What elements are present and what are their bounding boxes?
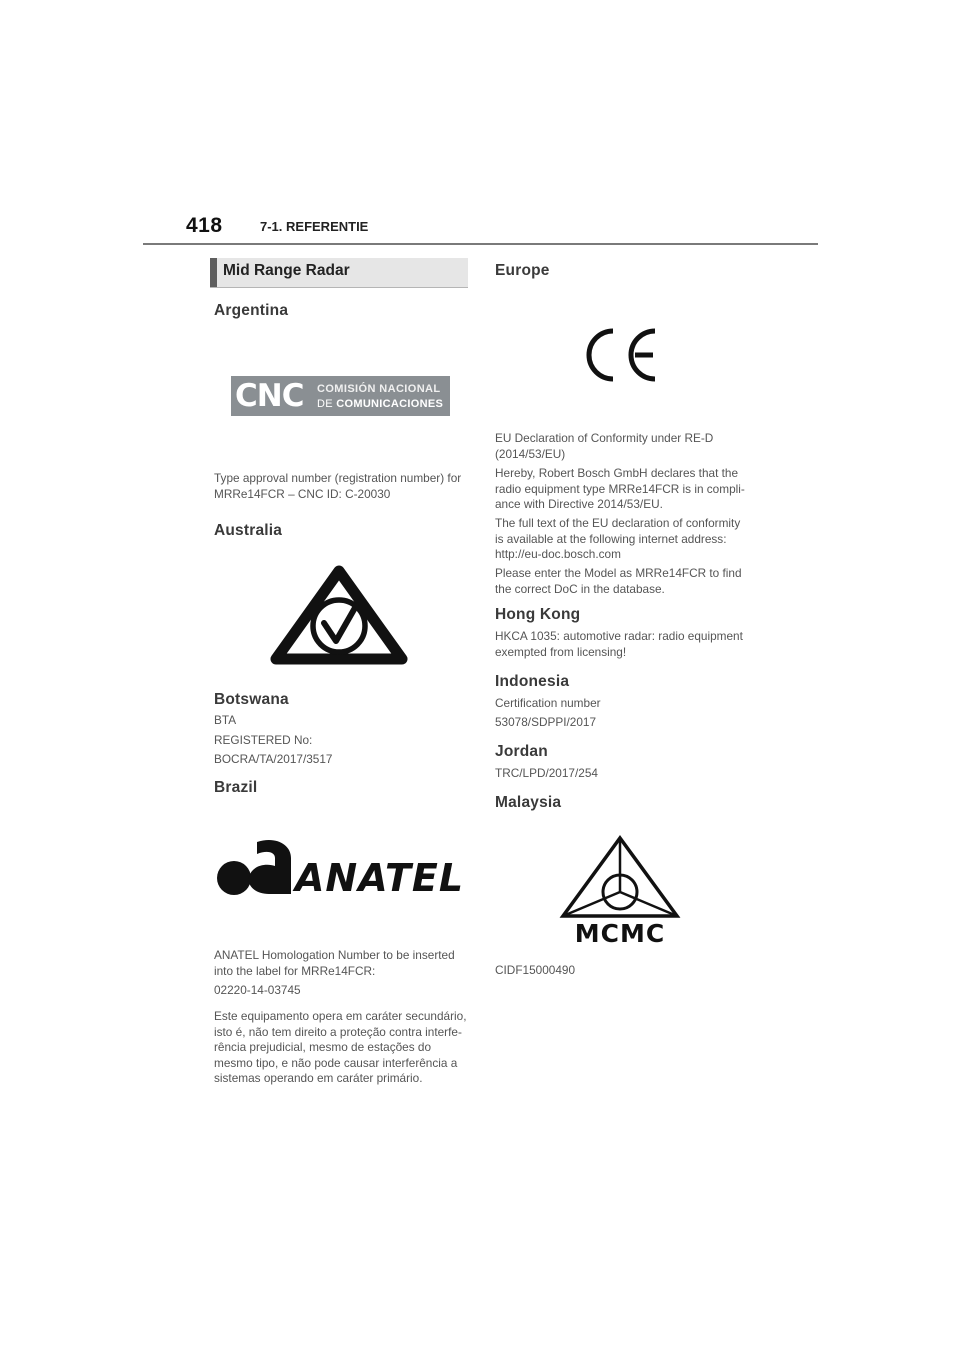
heading-botswana: Botswana (214, 691, 289, 708)
europe-text-line: ance with Directive 2014/53/EU. (495, 497, 663, 511)
section-title-bar (210, 258, 468, 288)
heading-hong-kong: Hong Kong (495, 606, 581, 623)
cnc-logo-line2 (317, 398, 443, 410)
brazil-text1 (214, 948, 474, 979)
chapter-title: 7-1. REFERENTIE (260, 219, 369, 234)
europe-text-line: The full text of the EU declaration of conformity (495, 516, 741, 530)
jordan-line: TRC/LPD/2017/254 (495, 766, 598, 780)
cnc-logo-mark: CNC (235, 378, 304, 414)
europe-text-line: (2014/53/EU) (495, 446, 566, 461)
argentina-text-line: Type approval number (registration number) for (214, 471, 462, 485)
indonesia-line: Certification number (495, 696, 601, 710)
cnc-logo-line2-prefix: DE (317, 398, 333, 410)
anatel-logo-word: ANATEL (295, 856, 465, 900)
europe-p1 (495, 431, 765, 462)
brazil-text-line: sistemas operando em caráter primário. (214, 1071, 423, 1085)
botswana-line: BOCRA/TA/2017/3517 (214, 752, 333, 766)
heading-brazil: Brazil (214, 779, 258, 796)
brazil-homologation-number: 02220-14-03745 (214, 983, 301, 997)
header-divider (143, 243, 818, 245)
brazil-text-line: rência prejudicial, mesmo de estações do (214, 1040, 432, 1054)
heading-argentina: Argentina (214, 302, 289, 319)
heading-indonesia: Indonesia (495, 673, 570, 690)
cnc-logo-line1: COMISIÓN NACIONAL (317, 383, 441, 395)
hong-kong-text (495, 629, 765, 660)
brazil-text-line: into the label for MRRe14FCR: (214, 963, 376, 978)
heading-europe: Europe (495, 262, 550, 279)
rcm-compliance-icon (268, 563, 410, 669)
brazil-text-line: isto é, não tem direito a proteção contra interfe- (214, 1024, 462, 1039)
malaysia-line: CIDF15000490 (495, 963, 576, 977)
brazil-text-line: mesmo tipo, e não pode causar interferência a (214, 1055, 458, 1070)
europe-text-line: the correct DoC in the database. (495, 581, 665, 596)
cnc-logo-line2-main: COMUNICACIONES (336, 398, 444, 410)
hong-kong-text-line: exempted from licensing! (495, 644, 627, 659)
ce-mark-icon (583, 327, 659, 383)
europe-url: http://eu-doc.bosch.com (495, 547, 621, 561)
argentina-text (214, 471, 474, 502)
indonesia-certification-number: 53078/SDPPI/2017 (495, 715, 597, 729)
cnc-logo (231, 376, 450, 416)
heading-jordan: Jordan (495, 743, 548, 760)
mcmc-logo (557, 834, 683, 948)
brazil-text-line: Este equipamento opera em caráter secundário, (214, 1009, 467, 1023)
heading-malaysia: Malaysia (495, 794, 562, 811)
argentina-text-line: MRRe14FCR – CNC ID: C-20030 (214, 486, 391, 501)
anatel-emblem-icon (217, 836, 295, 898)
europe-text-line: radio equipment type MRRe14FCR is in compli- (495, 481, 745, 496)
brazil-text2 (214, 1009, 474, 1087)
hong-kong-text-line: HKCA 1035: automotive radar: radio equipment (495, 629, 743, 643)
europe-p2 (495, 466, 765, 513)
europe-text-line: Hereby, Robert Bosch GmbH declares that the (495, 466, 739, 480)
botswana-line: REGISTERED No: (214, 733, 313, 747)
europe-p4 (495, 566, 765, 597)
europe-text-line: EU Declaration of Conformity under RE-D (495, 431, 714, 445)
page-number: 418 (186, 214, 223, 237)
europe-p3 (495, 516, 765, 563)
brazil-text-line: ANATEL Homologation Number to be inserted (214, 948, 455, 962)
section-title: Mid Range Radar (223, 262, 350, 279)
botswana-line: BTA (214, 713, 237, 727)
mcmc-emblem-icon (557, 834, 683, 920)
heading-australia: Australia (214, 522, 283, 539)
europe-text-line: Please enter the Model as MRRe14FCR to find (495, 566, 742, 580)
europe-text-line: is available at the following internet address: (495, 531, 727, 546)
section-bar-accent (210, 258, 217, 287)
anatel-logo (217, 836, 465, 900)
mcmc-logo-word: MCMC (574, 919, 666, 948)
